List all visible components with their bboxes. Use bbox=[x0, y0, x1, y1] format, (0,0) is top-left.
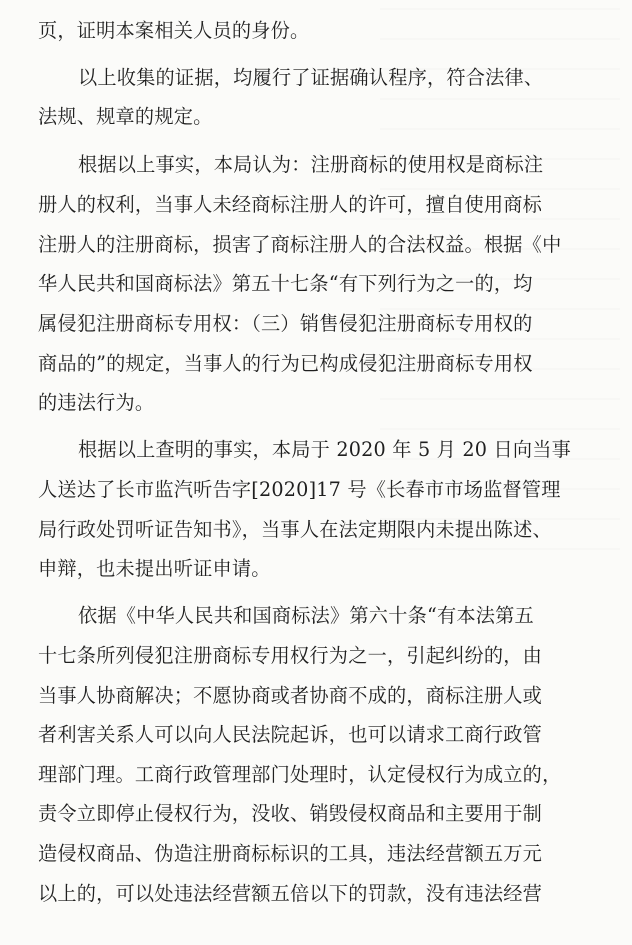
text-line: 根据以上查明的事实，本局于 2020 年 5 月 20 日向当事 bbox=[78, 438, 572, 461]
text-line: 申辩，也未提出听证申请。 bbox=[38, 557, 271, 580]
text-line: 商品的”的规定，当事人的行为已构成侵犯注册商标专用权 bbox=[38, 352, 533, 375]
text-line: 华人民共和国商标法》第五十七条“有下列行为之一的，均 bbox=[38, 272, 533, 295]
text-line: 当事人协商解决；不愿协商或者协商不成的，商标注册人或 bbox=[38, 684, 543, 707]
text-line: 局行政处罚听证告知书》，当事人在法定期限内未提出陈述、 bbox=[38, 518, 552, 541]
text-line: 责令立即停止侵权行为，没收、销毁侵权商品和主要用于制 bbox=[38, 802, 543, 825]
text-line: 十七条所列侵犯注册商标专用权行为之一，引起纠纷的，由 bbox=[38, 644, 543, 667]
text-line: 属侵犯注册商标专用权：（三）销售侵犯注册商标专用权的 bbox=[38, 312, 533, 335]
text-line: 的违法行为。 bbox=[38, 391, 155, 414]
text-line: 根据以上事实，本局认为：注册商标的使用权是商标注 bbox=[78, 153, 544, 176]
text-line: 者利害关系人可以向人民法院起诉，也可以请求工商行政管 bbox=[38, 723, 543, 746]
text-line: 人送达了长市监汽听告字[2020]17 号《长春市市场监督管理 bbox=[38, 478, 561, 501]
text-line: 以上收集的证据，均履行了证据确认程序，符合法律、 bbox=[78, 66, 544, 89]
text-line: 造侵权商品、伪造注册商标标识的工具，违法经营额五万元 bbox=[38, 842, 543, 865]
text-line: 依据《中华人民共和国商标法》第六十条“有本法第五 bbox=[78, 604, 534, 627]
text-line: 注册人的注册商标，损害了商标注册人的合法权益。根据《中 bbox=[38, 233, 562, 256]
text-line: 以上的，可以处违法经营额五倍以下的罚款，没有违法经营 bbox=[38, 882, 543, 905]
text-line: 法规、规章的规定。 bbox=[38, 105, 213, 128]
text-line: 页，证明本案相关人员的身份。 bbox=[38, 19, 310, 42]
text-line: 理部门理。工商行政管理部门处理时，认定侵权行为成立的， bbox=[38, 763, 562, 786]
text-line: 册人的权利，当事人未经商标注册人的许可，擅自使用商标 bbox=[38, 193, 543, 216]
